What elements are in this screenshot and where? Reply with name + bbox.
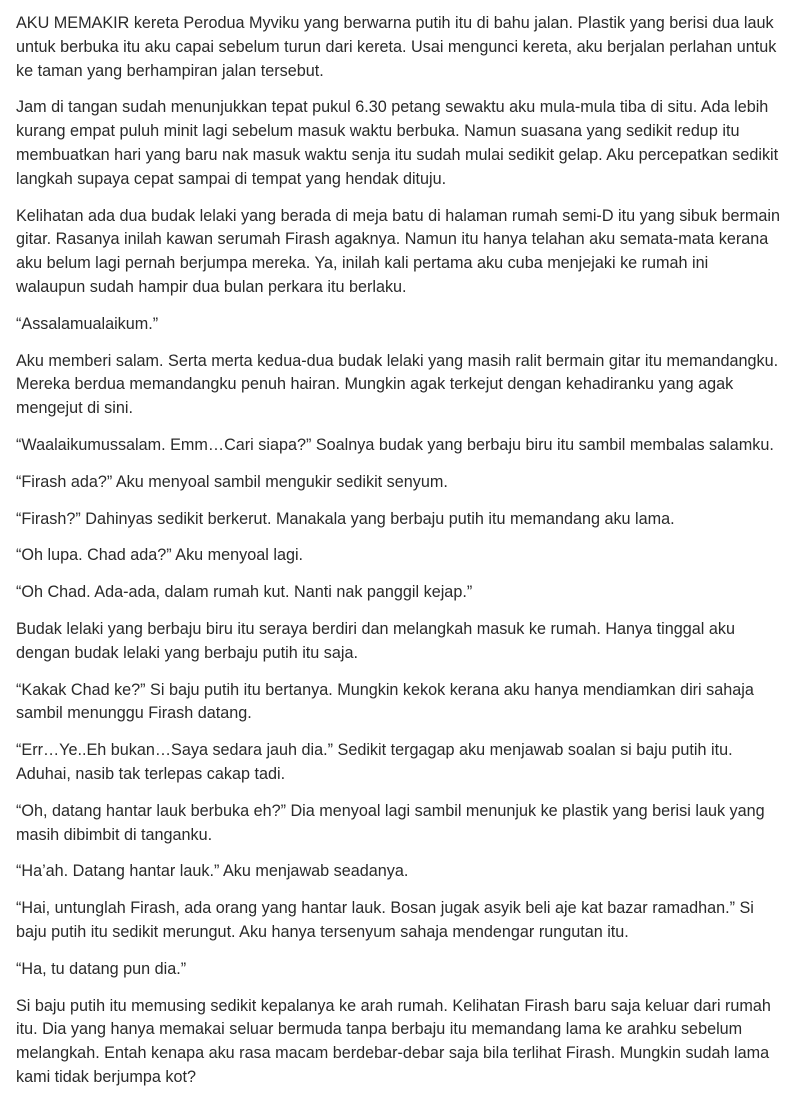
paragraph-8: “Firash?” Dahinyas sedikit berkerut. Manakala yang berbaju putih itu memandang aku lama. [16, 509, 675, 528]
paragraph-14: “Oh, datang hantar lauk berbuka eh?” Dia menyoal lagi sambil menunjuk ke plastik yang berisi lauk yang masih dibimbit di tanganku. [16, 801, 765, 844]
paragraph-1: AKU MEMAKIR kereta Perodua Myviku yang berwarna putih itu di bahu jalan. Plastik yang berisi dua lauk untuk berbuka itu aku capai sebelum turun dari kereta. Usai mengunci kereta, aku berjalan perlahan untuk ke taman yang berhampiran jalan tersebut. [16, 14, 777, 80]
paragraph-16: “Hai, untunglah Firash, ada orang yang hantar lauk. Bosan jugak asyik beli aje kat bazar ramadhan.” Si baju putih itu sedikit merungut. Aku hanya tersenyum sahaja mendengar rungutan itu. [16, 899, 754, 941]
paragraph-6: “Waalaikumussalam. Emm…Cari siapa?” Soalnya budak yang berbaju biru itu sambil membalas salamku. [16, 435, 774, 454]
paragraph-15: “Ha’ah. Datang hantar lauk.” Aku menjawab seadanya. [16, 862, 409, 881]
paragraph-7: “Firash ada?” Aku menyoal sambil mengukir sedikit senyum. [16, 472, 448, 491]
paragraph-9: “Oh lupa. Chad ada?” Aku menyoal lagi. [16, 546, 304, 565]
paragraph-4: “Assalamualaikum.” [16, 314, 159, 333]
paragraph-3: Kelihatan ada dua budak lelaki yang berada di meja batu di halaman rumah semi-D itu yang sibuk bermain gitar. Rasanya inilah kawan serumah Firash agaknya. Namun itu hanya telahan aku semata-mata kerana aku belum lagi pernah berjumpa mereka. Ya, inilah kali pertama aku cuba menjejaki ke rumah ini walaupun sudah hampir dua bulan perkara itu berlaku. [16, 206, 780, 296]
paragraph-18: Si baju putih itu memusing sedikit kepalanya ke arah rumah. Kelihatan Firash baru saja keluar dari rumah itu. Dia yang hanya memakai seluar bermuda tanpa berbaju itu memandang lama ke arahku sebelum melangkah. Entah kenapa aku rasa macam berdebar-debar saja bila terlihat Firash. Mungkin sudah lama kami tidak berjumpa kot? [16, 996, 771, 1086]
paragraph-17: “Ha, tu datang pun dia.” [16, 959, 187, 978]
paragraph-11: Budak lelaki yang berbaju biru itu seraya berdiri dan melangkah masuk ke rumah. Hanya tinggal aku dengan budak lelaki yang berbaju putih itu saja. [16, 619, 735, 662]
paragraph-2: Jam di tangan sudah menunjukkan tepat pukul 6.30 petang sewaktu aku mula-mula tiba di situ. Ada lebih kurang empat puluh minit lagi sebelum masuk waktu berbuka. Namun suasana yang sedikit redup itu membuatkan hari yang baru nak masuk waktu senja itu sudah mulai sedikit gelap. Aku percepatkan sedikit langkah supaya cepat sampai di tempat yang hendak dituju. [16, 98, 779, 188]
paragraph-12: “Kakak Chad ke?” Si baju putih itu bertanya. Mungkin kekok kerana aku hanya mendiamkan diri sahaja sambil menunggu Firash datang. [16, 680, 754, 723]
paragraph-13: “Err…Ye..Eh bukan…Saya sedara jauh dia.” Sedikit tergagap aku menjawab soalan si baju putih itu. Aduhai, nasib tak terlepas cakap tadi. [16, 741, 733, 783]
paragraph-5: Aku memberi salam. Serta merta kedua-dua budak lelaki yang masih ralit bermain gitar itu memandangku. Mereka berdua memandangku penuh hairan. Mungkin agak terkejut dengan kehadiranku yang agak mengejut di sini. [16, 351, 779, 418]
paragraph-10: “Oh Chad. Ada-ada, dalam rumah kut. Nanti nak panggil kejap.” [16, 583, 473, 602]
